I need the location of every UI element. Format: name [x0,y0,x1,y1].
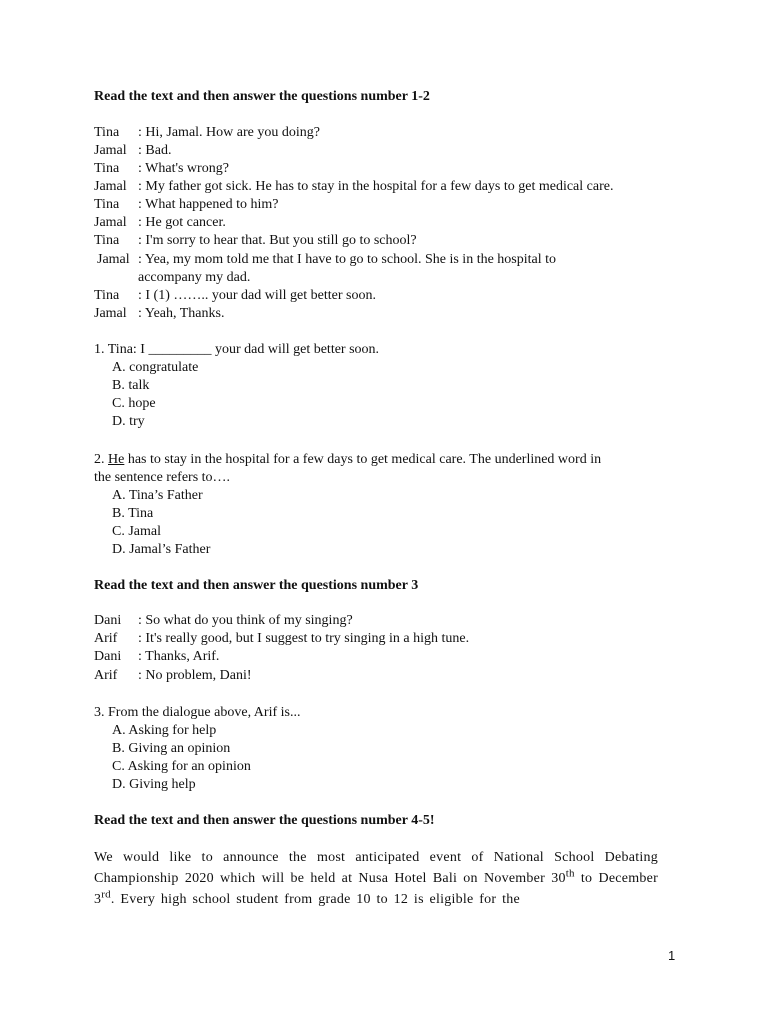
dialogue-line-continuation: accompany my dad. [138,270,251,285]
section-heading-1: Read the text and then answer the questions number 1-2 [94,89,430,104]
speaker: Jamal [97,252,130,267]
question-text-continuation: the sentence refers to…. [94,470,231,485]
line-text: : Thanks, Arif. [138,649,220,664]
dialogue-line [94,178,614,196]
line-text: : Yea, my mom told me that I have to go to school. She is in the hospital to [138,252,557,267]
option-d: D. Giving help [112,777,196,792]
speaker: Tina [94,288,120,303]
option-b: B. Tina [112,506,154,521]
option-a: A. congratulate [112,360,199,375]
dialogue-line [94,160,229,178]
option-b: B. Giving an opinion [112,741,231,756]
line-text: : No problem, Dani! [138,668,252,683]
speaker: Dani [94,649,122,664]
question-text: 1. Tina: I _________ your dad will get better soon. [94,342,380,357]
line-text: : My father got sick. He has to stay in the hospital for a few days to get medical care. [138,179,614,194]
speaker: Arif [94,631,118,646]
line-text: : He got cancer. [138,215,226,230]
passage-text: We would like to announce the most anticipated event of National School Debating Championship 2020 which will be held at Nusa Hotel Bali on November 30 [94,850,658,886]
question-text: 3. From the dialogue above, Arif is... [94,705,301,720]
option-a: A. Asking for help [112,723,217,738]
option-c: C. Jamal [112,524,161,539]
option-c: C. Asking for an opinion [112,759,251,774]
option-b: B. talk [112,378,150,393]
dialogue-line [94,214,226,232]
ordinal-suffix: th [565,867,575,880]
speaker: Jamal [94,143,127,158]
line-text: : Bad. [138,143,172,158]
speaker: Arif [94,668,118,683]
speaker: Tina [94,161,120,176]
speaker: Jamal [94,179,127,194]
line-text: : I (1) …….. your dad will get better soon. [138,288,376,303]
dialogue-line [94,287,376,305]
page-number: 1 [668,948,676,963]
line-text: : What happened to him? [138,197,279,212]
speaker: Tina [94,233,120,248]
option-c: C. hope [112,396,156,411]
dialogue-line [94,667,252,685]
dialogue-line [94,124,320,142]
dialogue-line [94,196,279,214]
line-text: : What's wrong? [138,161,229,176]
underlined-word: He [108,452,125,467]
dialogue-line [94,612,353,630]
speaker: Tina [94,197,120,212]
dialogue-line [94,648,220,666]
line-text: : Hi, Jamal. How are you doing? [138,125,320,140]
dialogue-line [94,232,417,250]
question-number: 2. [94,452,108,467]
dialogue-line [97,251,557,269]
option-a: A. Tina’s Father [112,488,203,503]
passage-text: to December 3 [94,871,658,907]
option-d: D. try [112,414,145,429]
dialogue-line [94,630,470,648]
announcement-passage [94,847,658,910]
speaker: Jamal [94,215,127,230]
question-text [94,451,601,469]
speaker: Jamal [94,306,127,321]
line-text: : Yeah, Thanks. [138,306,225,321]
section-heading-3: Read the text and then answer the questions number 4-5! [94,813,435,828]
section-heading-2: Read the text and then answer the questions number 3 [94,578,419,593]
dialogue-line [94,142,172,160]
line-text: : So what do you think of my singing? [138,613,353,628]
line-text: : It's really good, but I suggest to try singing in a high tune. [138,631,470,646]
speaker: Dani [94,613,122,628]
question-rest: has to stay in the hospital for a few days to get medical care. The underlined word in [124,452,602,467]
line-text: : I'm sorry to hear that. But you still go to school? [138,233,417,248]
passage-text: . Every high school student from grade 10 to 12 is eligible for the [110,892,520,907]
ordinal-suffix: rd [101,888,111,901]
dialogue-line [94,305,225,323]
speaker: Tina [94,125,120,140]
option-d: D. Jamal’s Father [112,542,211,557]
